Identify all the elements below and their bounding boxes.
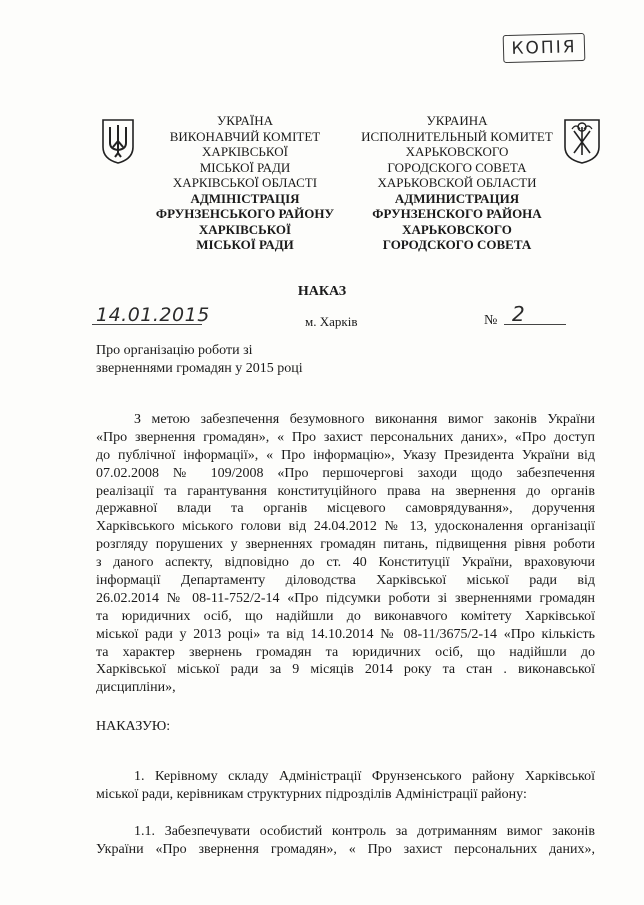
copy-stamp: КОПІЯ [503, 33, 586, 63]
number-underline [504, 324, 566, 325]
item-line: України «Про звернення громадян», « Про захист персональних даних», [96, 841, 595, 857]
paragraph-line: державної влади та органів місцевого самоврядування», доручення [96, 501, 595, 517]
paragraph-line: з даного аспекту, відповідно до ст. 40 Конституції України, враховуючи [96, 555, 595, 571]
header-bold-line: МІСЬКОЇ РАДИ [196, 237, 294, 252]
header-line: УКРАЇНА [217, 113, 273, 128]
paragraph-line: міської ради у 2013 році» та від 14.10.2014 № 08-11/3675/2-14 «Про кількість [96, 626, 595, 642]
order-item-1-1 [96, 823, 595, 859]
header-ukrainian [150, 113, 340, 253]
order-number-handwritten: 2 [512, 302, 525, 326]
header-bold-line: ХАРЬКОВСКОГО [402, 221, 512, 237]
header-line: ХАРЬКОВСКОЙ ОБЛАСТИ [377, 175, 537, 190]
header-line: ХАРЬКОВСКОГО [405, 144, 509, 159]
paragraph-line: Харківської міської ради за 9 місяців 2014 року та стан . виконавської [96, 662, 595, 678]
header-bold-line: ФРУНЗЕНСЬКОГО РАЙОНУ [155, 206, 335, 221]
order-number-label: № [484, 313, 498, 328]
header-line: УКРАИНА [426, 113, 488, 128]
header-line: ХАРКІВСЬКОЇ [202, 144, 288, 159]
paragraph-line: та характер звернень громадян та юридичних осіб, що надійшли до [96, 644, 595, 660]
order-city: м. Харків [305, 314, 358, 329]
paragraph-line: розгляду порушених у зверненнях громадян питань, підвищення рівня роботи [96, 537, 595, 553]
header-bold-line: ХАРКІВСЬКОЇ [198, 221, 292, 237]
order-date-handwritten: 14.01.2015 [96, 304, 210, 326]
header-bold-line: ФРУНЗЕНСКОГО РАЙОНА [372, 206, 542, 221]
date-underline [92, 324, 202, 325]
paragraph-line: дисципліни», [96, 680, 176, 696]
paragraph-line: до публічної інформації», « Про інформацію», Указу Президента України від [96, 447, 595, 463]
order-subject [96, 342, 356, 378]
paragraph-line: 07.02.2008 № 109/2008 «Про першочергові заходи щодо забезпечення [96, 465, 595, 481]
subject-line: Про організацію роботи зі [96, 343, 253, 358]
paragraph-line: інформації Департаменту діловодства Харківської міської ради від [96, 573, 595, 589]
header-bold-line: ГОРОДСКОГО СОВЕТА [382, 237, 532, 252]
header-bold-line: АДМИНИСТРАЦИЯ [394, 190, 520, 206]
paragraph-line: «Про звернення громадян», « Про захист персональних даних», «Про доступ [96, 429, 595, 445]
item-line: міської ради, керівникам структурних підрозділів Адміністрації району: [96, 786, 527, 802]
order-title: НАКАЗ [297, 284, 347, 299]
nakazuyu-heading: НАКАЗУЮ: [96, 719, 171, 734]
order-item-1 [96, 768, 595, 804]
header-line: ГОРОДСКОГО СОВЕТА [387, 159, 527, 175]
item-line: 1.1. Забезпечувати особистий контроль за дотриманням вимог законів [134, 824, 595, 839]
header-line: ХАРКІВСЬКОЇ ОБЛАСТІ [172, 175, 318, 190]
header-line: ВИКОНАВЧИЙ КОМІТЕТ [169, 128, 321, 144]
header-line: ИСПОЛНИТЕЛЬНЫЙ КОМИТЕТ [361, 128, 553, 144]
item-line: 1. Керівному складу Адміністрації Фрунзенського району Харківської [134, 769, 595, 784]
trident-coat-of-arms-icon [100, 117, 136, 165]
paragraph-line: та юридичних осіб, що надійшли до виконавчого комітету Харківської [96, 608, 595, 624]
preamble-paragraph [96, 411, 595, 697]
paragraph-line: реалізації та гарантування конституційного права на звернення до органів [96, 483, 595, 499]
header-russian [352, 113, 562, 253]
paragraph-line: З метою забезпечення безумовного виконання вимог законів України [134, 412, 595, 427]
paragraph-line: Харківського міського голови від 24.04.2012 № 13, удосконалення організації [96, 519, 595, 535]
header-bold-line: АДМІНІСТРАЦІЯ [190, 190, 300, 206]
header-line: МІСЬКОЇ РАДИ [199, 159, 291, 175]
subject-line: зверненнями громадян у 2015 році [96, 361, 303, 376]
paragraph-line: 26.02.2014 № 08-11-752/2-14 «Про підсумки роботи зі зверненнями громадян [96, 590, 595, 606]
kharkiv-coat-of-arms-icon [562, 117, 602, 165]
